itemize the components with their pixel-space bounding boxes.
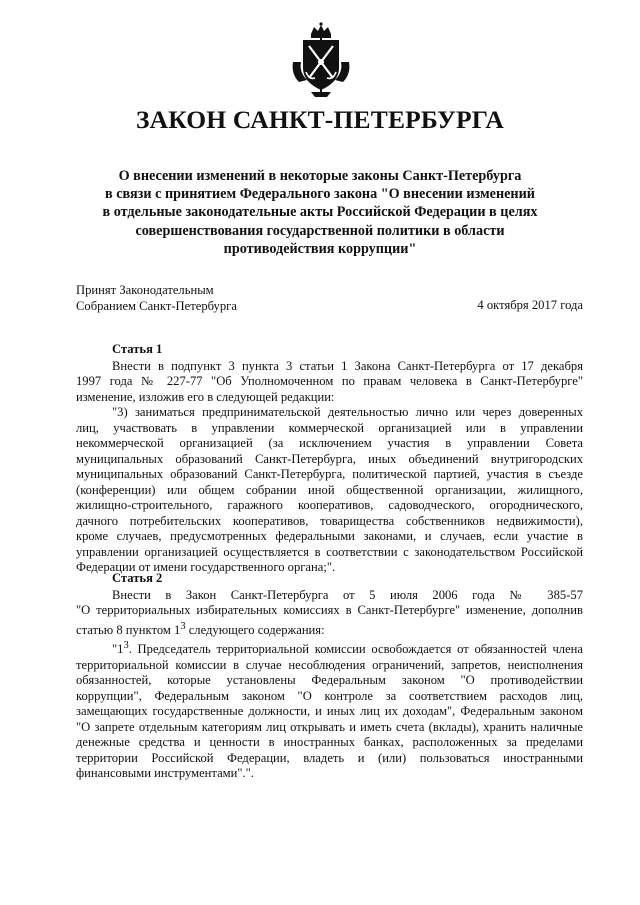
- text-line: кроме случаев, предусмотренных федеральными законами, и случаев, если участие в: [76, 529, 583, 543]
- heading-line: О внесении изменений в некоторые законы Санкт-Петербурга: [118, 168, 522, 184]
- text-line: территории Российской Федерации, владеть и (или) пользоваться иностранными: [76, 750, 583, 765]
- adopted-by-line: Принят Законодательным: [76, 283, 214, 297]
- article-1: [76, 342, 583, 576]
- law-title: ЗАКОН САНКТ-ПЕТЕРБУРГА: [135, 105, 505, 134]
- text-fragment: следующего содержания:: [185, 622, 325, 637]
- heading-line: совершенствования государственной политики в области: [135, 222, 505, 239]
- text-line: муниципальных образований Санкт-Петербурга, политической партией, участия в съезде: [76, 467, 583, 481]
- text-line: жилищно-строительного, гаражного кооперативов, садоводческого, огороднического,: [76, 498, 583, 512]
- adoption-date: 4 октября 2017 года: [477, 298, 583, 312]
- text-line: замещающих государственные должности, и иных лиц их доходам", Федеральным законом: [76, 704, 583, 719]
- text-line: "3) заниматься предпринимательской деятельностью лично или через доверенных: [112, 405, 583, 419]
- text-line: "О территориальных избирательных комиссиях в Санкт-Петербурге" изменение, дополнив: [76, 603, 583, 617]
- text-line: [76, 619, 583, 639]
- text-line: изменение, изложив его в следующей редакции:: [76, 389, 335, 404]
- heading-line: в отдельные законодательные акты Российской Федерации в целях: [102, 204, 538, 221]
- text-fragment: статью 8 пунктом 1: [76, 622, 181, 637]
- text-line: финансовыми инструментами".".: [76, 766, 254, 781]
- text-line: [76, 638, 583, 658]
- text-line: денежные средства и ценности в иностранных банках, расположенных за пределами: [76, 735, 583, 750]
- text-fragment: "1: [112, 642, 124, 657]
- article-title: Статья 2: [112, 571, 163, 585]
- coat-of-arms-emblem: [289, 22, 353, 100]
- text-line: 1997 года № 227-77 "Об Уполномоченном по правам человека в Санкт-Петербурге": [76, 374, 583, 388]
- text-line: (конференции) или общем собрании иной общественной организации, жилищного,: [76, 482, 583, 497]
- text-line: Внести в Закон Санкт-Петербурга от 5 июля 2006 года № 385-57: [112, 587, 583, 602]
- text-line: некоммерческой организацией (за исключением участия в управлении Совета: [76, 436, 583, 450]
- superscript: 3: [180, 620, 186, 632]
- text-line: "О запрете отдельным категориям лиц открывать и иметь счета (вклады), хранить наличные: [76, 719, 583, 734]
- heading-line: противодействия коррупции": [223, 240, 417, 257]
- article-title: Статья 1: [112, 342, 163, 356]
- adopted-by-line: Собранием Санкт-Петербурга: [76, 298, 237, 313]
- text-line: муниципальных образований Санкт-Петербурга, иных объединений внутригородских: [76, 451, 583, 466]
- text-line: управлении организацией осуществляется в соответствии с законодательством Российской: [76, 544, 583, 559]
- text-line: обязанностей, которые установлены Федеральным законом "О противодействии: [76, 673, 583, 688]
- text-line: коррупции", Федеральным законом "О контроле за соответствием расходов лиц,: [76, 688, 583, 703]
- text-line: Внести в подпункт 3 пункта 3 статьи 1 Закона Санкт-Петербурга от 17 декабря: [112, 358, 583, 373]
- text-fragment: . Председатель территориальной комиссии освобождается от обязанностей члена: [128, 642, 583, 657]
- text-line: Федерации от имени государственного органа;".: [76, 560, 336, 574]
- law-subject-heading: [60, 167, 580, 258]
- text-line: дачного потребительских кооперативов, товарищества собственников недвижимости),: [76, 513, 583, 528]
- article-2: [76, 571, 583, 782]
- heading-line: в связи с принятием Федерального закона "О внесении изменений: [105, 186, 535, 203]
- superscript: 3: [123, 640, 129, 652]
- text-line: территориальной комиссии в случае несоблюдения ограничений, запретов, неисполнения: [76, 657, 583, 672]
- adoption-block: [76, 283, 237, 314]
- text-line: лиц, участвовать в управлении коммерческой организацией или в управлении: [76, 420, 583, 435]
